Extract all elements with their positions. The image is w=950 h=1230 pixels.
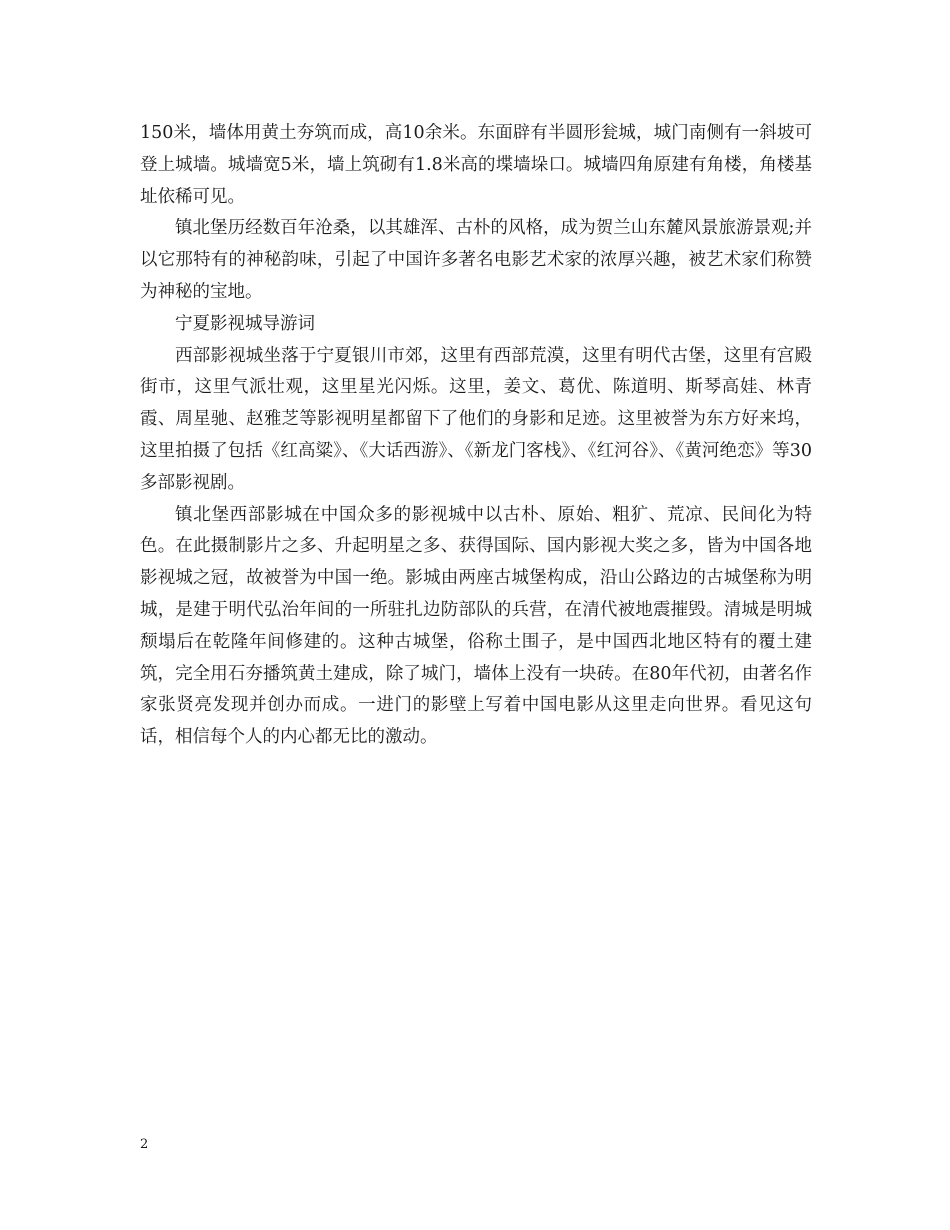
page-number: 2: [140, 1137, 149, 1152]
paragraph-continuation: 150米，墙体用黄土夯筑而成，高10余米。东面辟有半圆形瓮城，城门南侧有一斜坡可登上城墙。城墙宽5米，墙上筑砌有1.8米高的堞墙垛口。城墙四角原建有角楼，角楼基址依稀可见。: [140, 123, 812, 207]
paragraph-zhenbeibu-history: 镇北堡历经数百年沧桑，以其雄浑、古朴的风格，成为贺兰山东麓风景旅游景观;并以它那特有的神秘韵味，引起了中国许多著名电影艺术家的浓厚兴趣，被艺术家们称赞为神秘的宝地。: [140, 218, 812, 302]
paragraph-film-city-features: 镇北堡西部影城在中国众多的影视城中以古朴、原始、粗犷、荒凉、民间化为特色。在此摄制影片之多、升起明星之多、获得国际、国内影视大奖之多，皆为中国各地影视城之冠，故被誉为中国一绝。影城由两座古城堡构成，沿山公路边的古城堡称为明城，是建于明代弘治年间的一所驻扎边防部队的兵营，在清代被地震摧毁。清城是明城颓塌后在乾隆年间修建的。这种古城堡，俗称土围子，是中国西北地区特有的覆土建筑，完全用石夯播筑黄土建成，除了城门，墙体上没有一块砖。在80年代初，由著名作家张贤亮发现并创办而成。一进门的影壁上写着中国电影从这里走向世界。看见这句话，相信每个人的内心都无比的激动。: [140, 504, 812, 748]
section-heading: 宁夏影视城导游词: [175, 313, 315, 334]
page-body: [140, 118, 812, 754]
paragraph-film-city-intro: 西部影视城坐落于宁夏银川市郊，这里有西部荒漠，这里有明代古堡，这里有宫殿街市，这里气派壮观，这里星光闪烁。这里，姜文、葛优、陈道明、斯琴高娃、林青霞、周星驰、赵雅芝等影视明星都留下了他们的身影和足迹。这里被誉为东方好来坞，这里拍摄了包括《红高粱》、《大话西游》、《新龙门客栈》、《红河谷》、《黄河绝恋》等30多部影视剧。: [140, 345, 812, 493]
